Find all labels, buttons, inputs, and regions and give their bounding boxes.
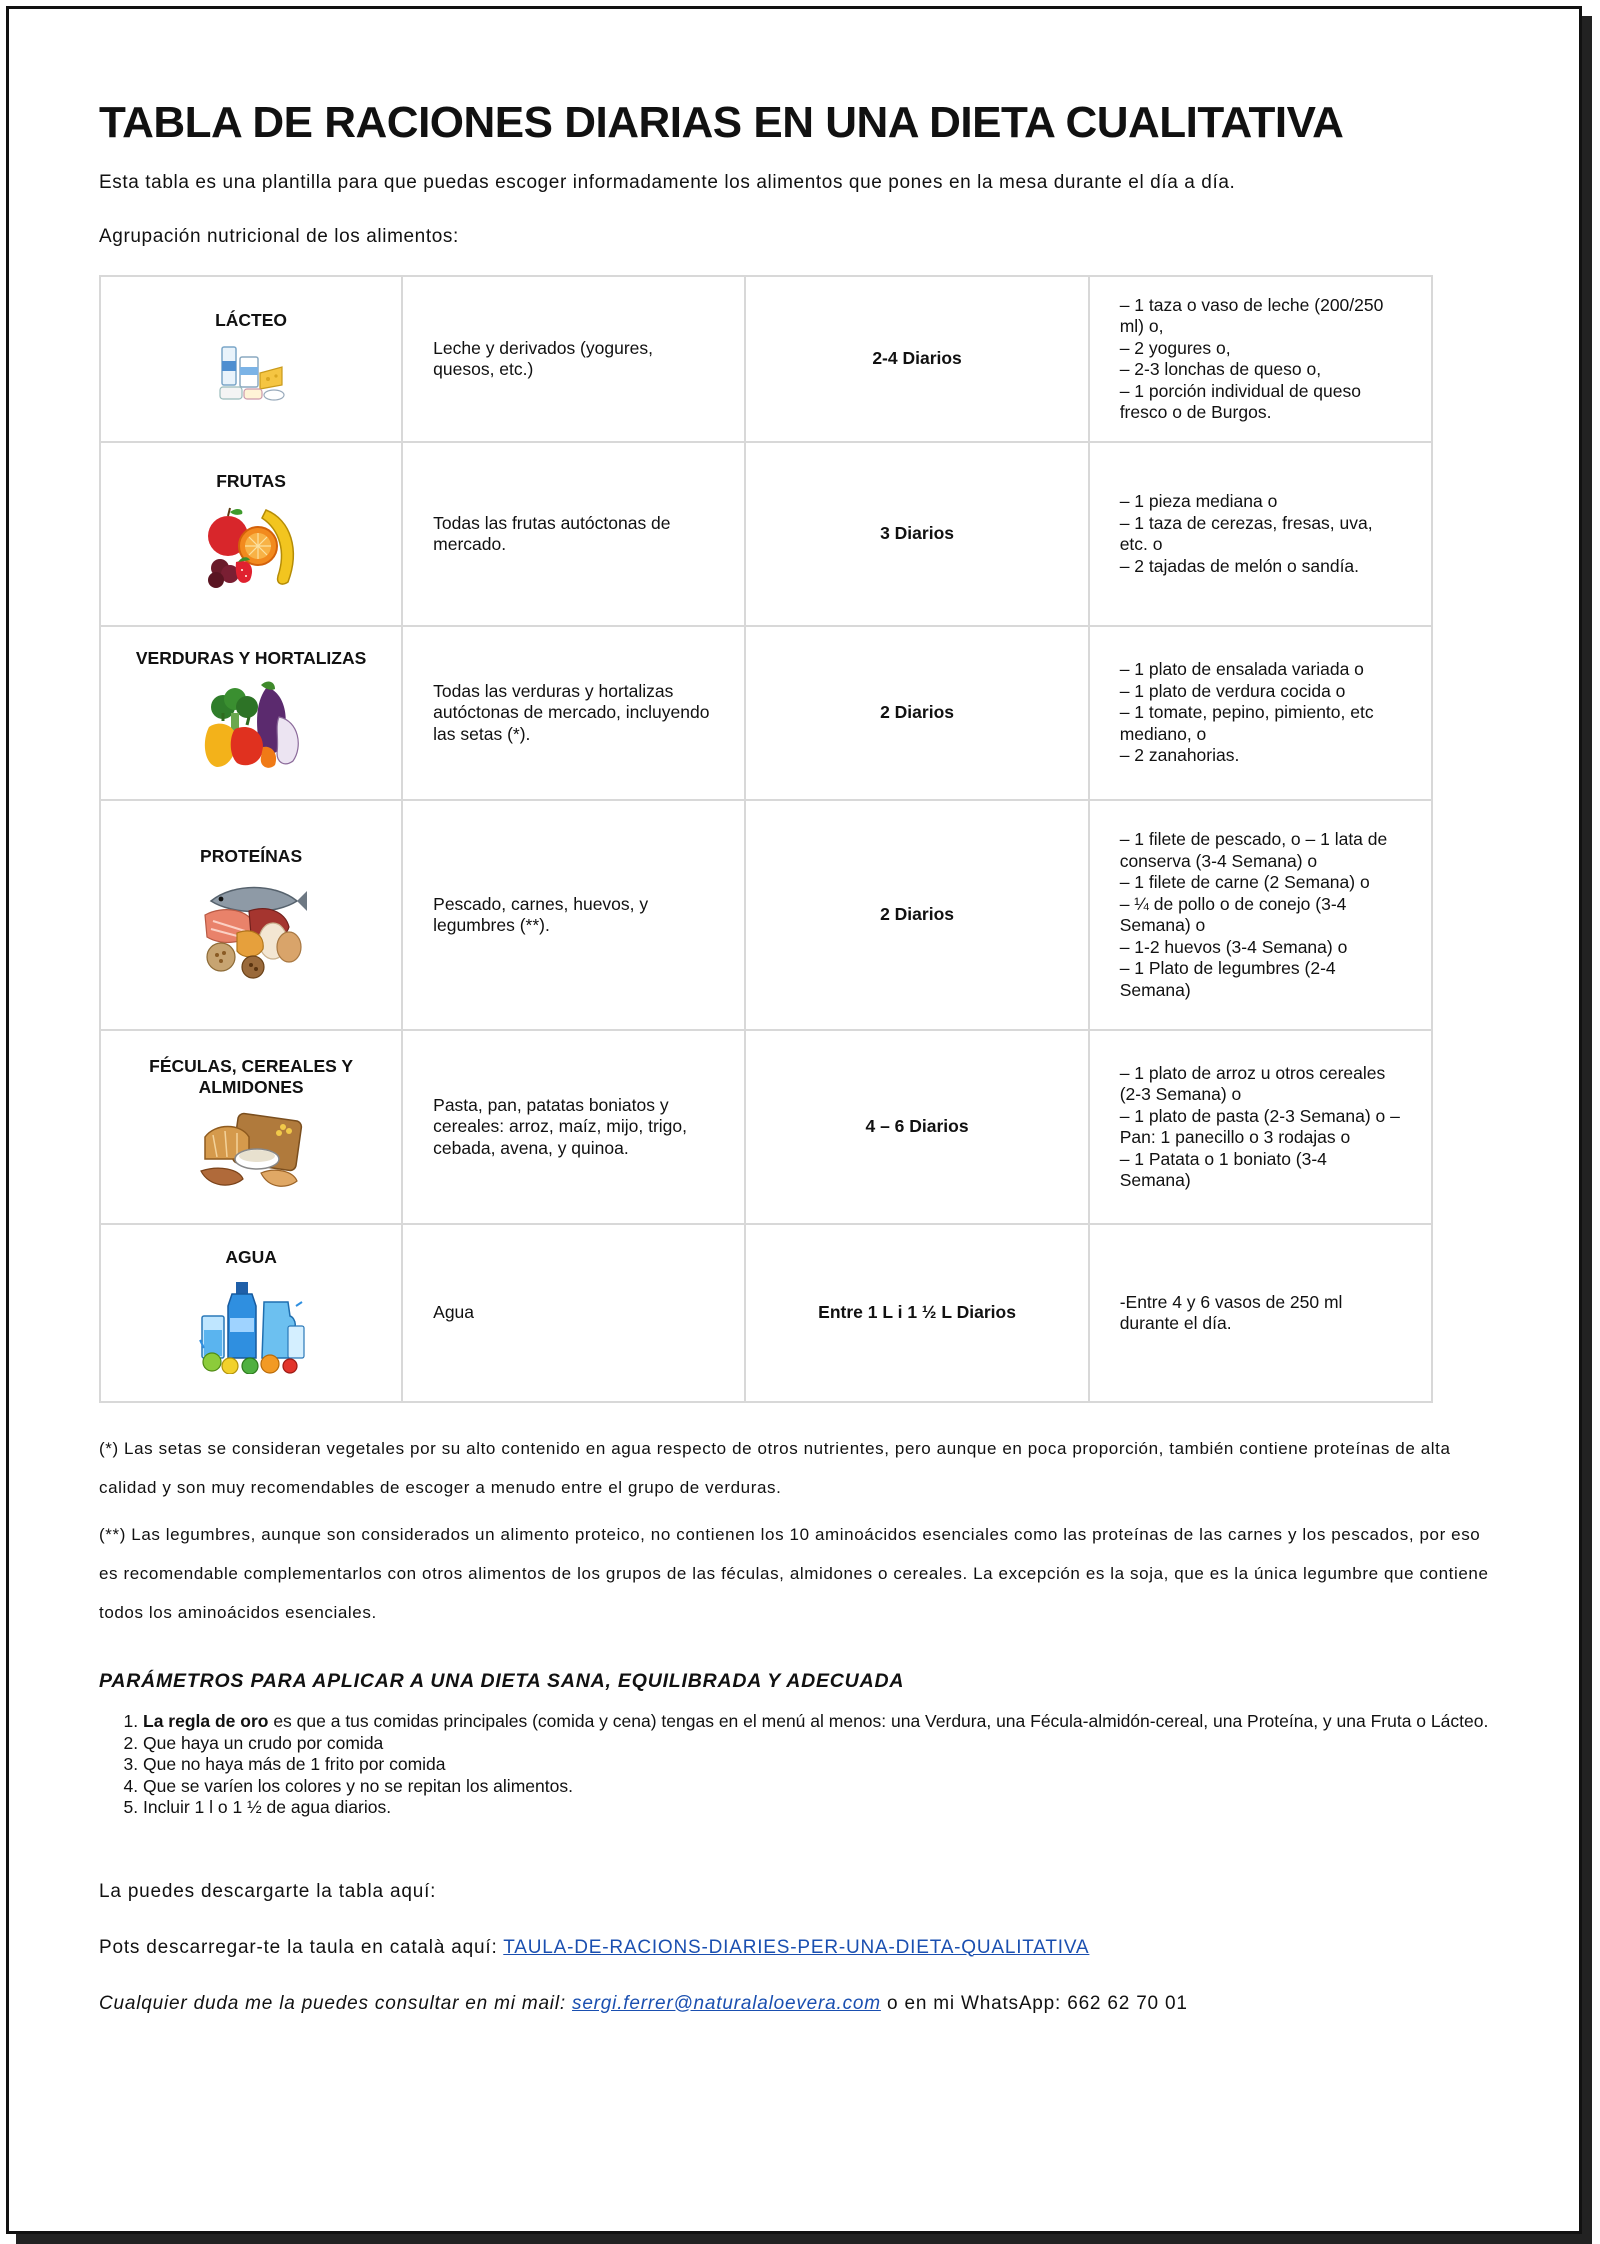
category-cell	[100, 276, 402, 442]
list-item: 4. Que se varíen los colores y no se repitan los alimentos.	[143, 1776, 1523, 1798]
contact-text: Cualquier duda me la puedes consultar en mi mail:	[99, 1992, 573, 2014]
water-icon	[192, 1276, 310, 1380]
category-label: VERDURAS Y HORTALIZAS	[135, 647, 367, 668]
page-frame	[6, 6, 1582, 2234]
download-ca-text: Pots descarregar-te la taula en català aquí:	[99, 1936, 504, 1958]
contact-line	[99, 1993, 1519, 2015]
intro-text: Esta tabla es una plantilla para que puedas escoger informadamente los alimentos que pones en la mesa durante el día a día.	[99, 172, 1236, 193]
email-link[interactable]: sergi.ferrer@naturalaloevera.com	[572, 1992, 881, 2014]
portions-cell: -Entre 4 y 6 vasos de 250 ml durante el día.	[1089, 1224, 1432, 1402]
list-item: 5. Incluir 1 l o 1 ½ de agua diarios.	[143, 1797, 1523, 1819]
description-cell: Agua	[402, 1224, 745, 1402]
download-ca-line	[99, 1937, 1519, 1959]
portions-cell: – 1 taza o vaso de leche (200/250 ml) o, – 2 yogures o, – 2-3 lonchas de queso o, – 1 porción individual de queso fresco o de Burgos.	[1089, 276, 1432, 442]
category-cell	[100, 626, 402, 800]
table-row	[100, 1224, 1432, 1402]
vegetables-icon	[195, 677, 307, 779]
category-cell	[100, 1030, 402, 1224]
description-cell: Todas las frutas autóctonas de mercado.	[402, 442, 745, 626]
category-label: LÁCTEO	[215, 309, 288, 330]
table-row	[100, 800, 1432, 1030]
frequency-cell: Entre 1 L i 1 ½ L Diarios	[745, 1224, 1088, 1402]
params-list	[99, 1711, 1523, 1819]
category-label: FRUTAS	[216, 470, 286, 491]
table-row	[100, 276, 1432, 442]
list-item	[143, 1711, 1523, 1733]
grains-icon	[195, 1107, 307, 1199]
portions-cell: – 1 pieza mediana o – 1 taza de cerezas, fresas, uva, etc. o – 2 tajadas de melón o sandía.	[1089, 442, 1432, 626]
category-label: PROTEÍNAS	[200, 845, 303, 866]
description-cell: Todas las verduras y hortalizas autóctonas de mercado, incluyendo las setas (*).	[402, 626, 745, 800]
fruit-icon	[196, 500, 306, 598]
dairy-icon	[216, 339, 286, 409]
download-es-text: La puedes descargarte la tabla aquí:	[99, 1880, 437, 1902]
frequency-cell: 2-4 Diarios	[745, 276, 1088, 442]
category-cell	[100, 800, 402, 1030]
footnote-legumbres: (**) Las legumbres, aunque son considerados un alimento proteico, no contienen los 10 aminoácidos esenciales como las proteínas de las carnes y los pescados, por eso es recomendable complementarlos con otros alimentos de los grupos de las féculas, almidones o cereales. La excepción es la soja, que es la única legumbre que contiene todos los aminoácidos esenciales.	[99, 1525, 1489, 1622]
document-body	[99, 97, 1519, 2049]
frequency-cell: 2 Diarios	[745, 626, 1088, 800]
portions-cell: – 1 filete de pescado, o – 1 lata de conserva (3-4 Semana) o – 1 filete de carne (2 Semana) o – ¼ de pollo o de conejo (3-4 Semana) o – 1-2 huevos (3-4 Semana) o – 1 Plato de legumbres (2-4 Semana)	[1089, 800, 1432, 1030]
footnote-setas: (*) Las setas se consideran vegetales por su alto contenido en agua respecto de otros nutrientes, pero aunque en poca proporción, también contiene proteínas de alta calidad y son muy recomendables de escoger a menudo entre el grupo de verduras.	[99, 1439, 1451, 1497]
page-title: TABLA DE RACIONES DIARIAS EN UNA DIETA CUALITATIVA	[99, 98, 1344, 147]
download-ca-link[interactable]: TAULA-DE-RACIONS-DIARIES-PER-UNA-DIETA-QUALITATIVA	[503, 1936, 1090, 1958]
frequency-cell: 3 Diarios	[745, 442, 1088, 626]
rations-table	[99, 275, 1433, 1403]
whatsapp-text: o en mi WhatsApp: 662 62 70 01	[880, 1992, 1188, 2014]
category-cell	[100, 442, 402, 626]
portions-cell: – 1 plato de arroz u otros cereales (2-3 Semana) o – 1 plato de pasta (2-3 Semana) o – Pan: 1 panecillo o 3 rodajas o – 1 Patata o 1 boniato (3-4 Semana)	[1089, 1030, 1432, 1224]
description-cell: Leche y derivados (yogures, quesos, etc.)	[402, 276, 745, 442]
params-title: PARÁMETROS PARA APLICAR A UNA DIETA SANA, EQUILIBRADA Y ADECUADA	[99, 1670, 905, 1692]
golden-rule-text: es que a tus comidas principales (comida y cena) tengas en el menú al menos: una Verdura, una Fécula-almidón-cereal, una Proteína, y una Fruta o Lácteo.	[268, 1711, 1489, 1731]
table-row	[100, 626, 1432, 800]
frequency-cell: 2 Diarios	[745, 800, 1088, 1030]
description-cell: Pasta, pan, patatas boniatos y cereales: arroz, maíz, mijo, trigo, cebada, avena, y quinoa.	[402, 1030, 745, 1224]
group-title: Agrupación nutricional de los alimentos:	[99, 226, 459, 247]
table-row	[100, 1030, 1432, 1224]
golden-rule-label: La regla de oro	[143, 1711, 269, 1731]
protein-icon	[193, 875, 309, 985]
category-label: AGUA	[225, 1246, 277, 1267]
category-label: FÉCULAS, CEREALES Y ALMIDONES	[149, 1055, 354, 1098]
list-item: 2. Que haya un crudo por comida	[143, 1733, 1523, 1755]
table-row	[100, 442, 1432, 626]
frequency-cell: 4 – 6 Diarios	[745, 1030, 1088, 1224]
footer	[99, 1881, 1519, 2015]
list-item: 3. Que no haya más de 1 frito por comida	[143, 1754, 1523, 1776]
portions-cell: – 1 plato de ensalada variada o – 1 plato de verdura cocida o – 1 tomate, pepino, pimiento, etc mediano, o – 2 zanahorias.	[1089, 626, 1432, 800]
footnotes	[99, 1429, 1499, 1632]
category-cell	[100, 1224, 402, 1402]
description-cell: Pescado, carnes, huevos, y legumbres (**).	[402, 800, 745, 1030]
